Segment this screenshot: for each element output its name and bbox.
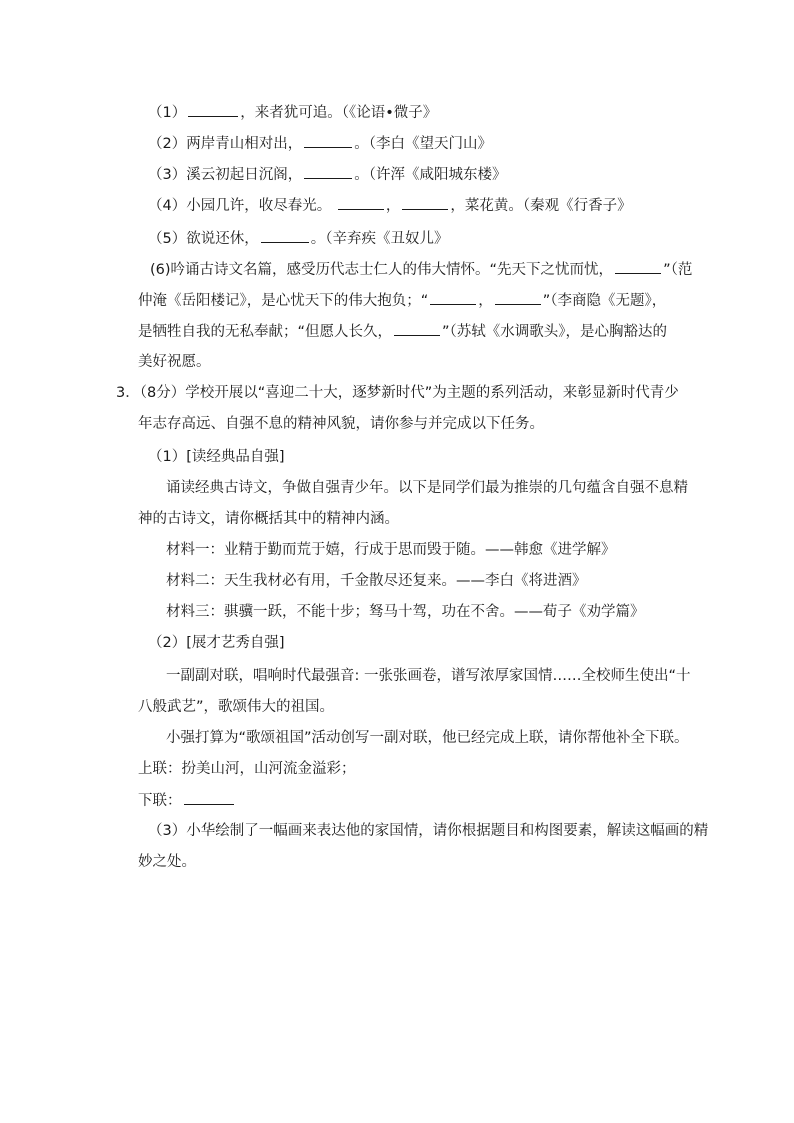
subsection-2-text-1: 一副副对联，唱响时代最强音: 一张张画卷，谱写浓厚家国情……全校师生使出“十: [166, 668, 691, 684]
item-number: （3）: [148, 167, 187, 183]
item-number: (6): [150, 262, 171, 278]
item-number: （1）: [148, 105, 187, 121]
question-3-line-2: 年志存高远、自强不息的精神风貌，请你参与并完成以下任务。: [138, 416, 544, 432]
material-3: 材料三：骐骥一跃，不能十步；驽马十驾，功在不舍。——荀子《劝学篇》: [166, 604, 645, 620]
question-number: 3．: [116, 385, 140, 401]
answer-blank[interactable]: [304, 133, 352, 148]
material-1: 材料一：业精于勤而荒于嬉，行成于思而毁于随。——韩愈《进学解》: [166, 542, 616, 558]
subsection-2-text-2: 八般武艺”，歌颂伟大的祖国。: [138, 699, 335, 715]
question-3-line-1: 3．（8分）学校开展以“喜迎二十大，逐梦新时代”为主题的系列活动，来彰显新时代青少: [116, 385, 679, 401]
upper-couplet: 上联：扮美山河，山河流金溢彩；: [138, 761, 356, 777]
item-1: （1） ，来者犹可追。（《论语•微子》: [148, 102, 437, 123]
answer-blank[interactable]: [184, 790, 234, 805]
answer-blank[interactable]: [188, 102, 238, 117]
item-6-line-4: 美好祝愿。: [138, 354, 211, 370]
item-5: （5）欲说还休， 。（辛弃疾《丑奴儿》: [148, 228, 448, 249]
subsection-2-text-3: 小强打算为“歌颂祖国”活动创写一副对联，他已经完成上联，请你帮他补全下联。: [166, 730, 689, 746]
subsection-1-title: （1）[读经典品自强]: [148, 449, 285, 465]
answer-blank[interactable]: [615, 259, 661, 274]
answer-blank[interactable]: [394, 321, 440, 336]
material-2: 材料二：天生我材必有用，千金散尽还复来。——李白《将进酒》: [166, 573, 587, 589]
item-6-line-1: (6)吟诵古诗文名篇，感受历代志士仁人的伟大情怀。“先天下之忧而忧， ”（范: [150, 259, 692, 280]
item-6-line-3: 是牺牲自我的无私奉献；“但愿人长久， ”（苏轼《水调歌头》，是心胸豁达的: [138, 321, 667, 342]
answer-blank[interactable]: [338, 195, 384, 210]
subsection-3-line-1: （3）小华绘制了一幅画来表达他的家国情，请你根据题目和构图要素，解读这幅画的精: [148, 823, 709, 839]
subsection-1-text-1: 诵读经典古诗文，争做自强青少年。以下是同学们最为推崇的几句蕴含自强不息精: [166, 480, 688, 496]
answer-blank[interactable]: [495, 290, 541, 305]
item-4: （4）小园几许，收尽春光。 ， ，菜花黄。（秦观《行香子》: [148, 195, 632, 216]
subsection-3-line-2: 妙之处。: [138, 854, 196, 870]
item-2: （2）两岸青山相对出， 。（李白《望天门山》: [148, 133, 492, 154]
item-number: （2）: [148, 136, 187, 152]
subsection-2-title: （2）[展才艺秀自强]: [148, 635, 285, 651]
item-number: （4）: [148, 198, 187, 214]
item-number: （5）: [148, 231, 187, 247]
subsection-1-text-2: 神的古诗文，请你概括其中的精神内涵。: [138, 511, 399, 527]
answer-blank[interactable]: [430, 290, 476, 305]
lower-couplet: 下联：: [138, 790, 236, 811]
answer-blank[interactable]: [402, 195, 448, 210]
item-3: （3）溪云初起日沉阁， 。（许浑《咸阳城东楼》: [148, 164, 506, 185]
answer-blank[interactable]: [261, 228, 309, 243]
item-6-line-2: 仲淹《岳阳楼记》，是心忧天下的伟大抱负；“ ， ”（李商隐《无题》，: [138, 290, 666, 311]
answer-blank[interactable]: [304, 164, 352, 179]
